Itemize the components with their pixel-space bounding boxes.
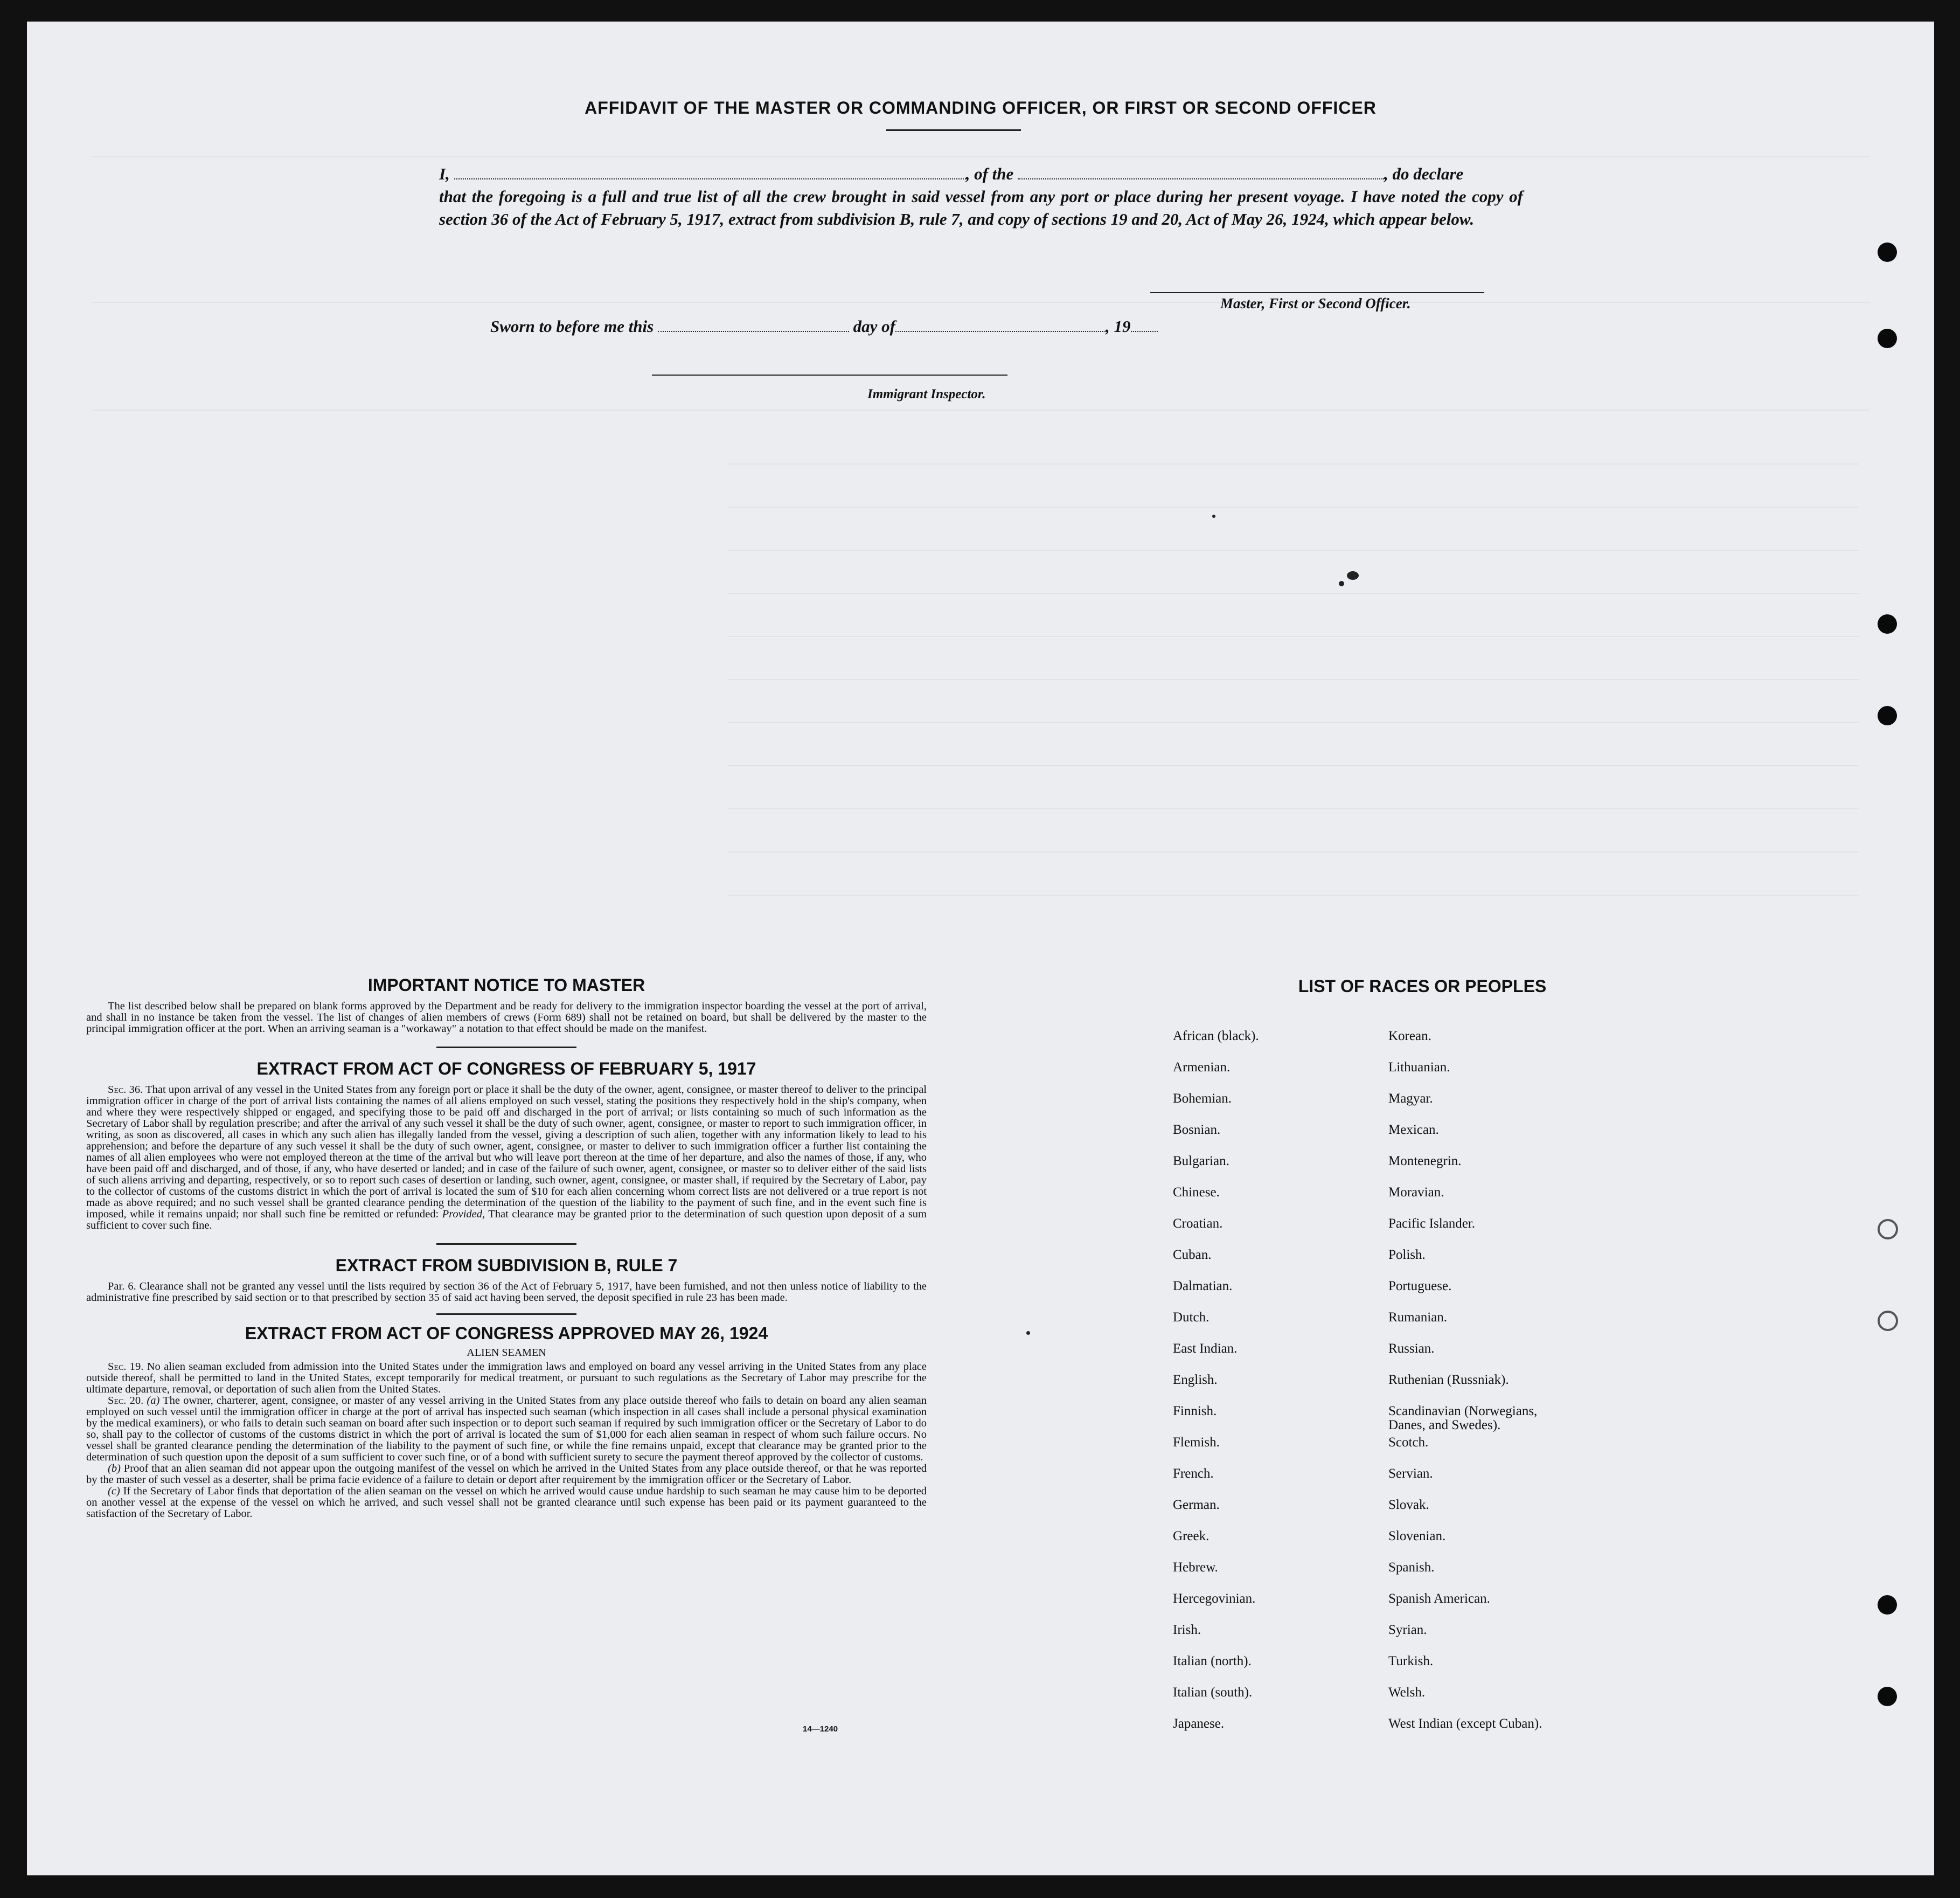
sec20-label: Sec. 20. bbox=[108, 1395, 144, 1407]
race-item: Bosnian. bbox=[1173, 1123, 1221, 1137]
race-item: Chinese. bbox=[1173, 1185, 1220, 1200]
ink-speck bbox=[1212, 515, 1215, 518]
race-item: Ruthenian (Russniak). bbox=[1388, 1373, 1509, 1387]
sec19-text: No alien seaman excluded from admission into the United States under the immigration laws and employed on board any vessel arriving in the United States from any place outside thereof, shall be permitted to land in the United States, except temporarily for medical treatment, or pursuant to such regulations as the Secretary of Labor may prescribe for the ultimate departure, removal, or deportation of such alien from the United States. bbox=[86, 1361, 927, 1395]
race-item: Russian. bbox=[1388, 1341, 1435, 1356]
sec20b-label: (b) bbox=[108, 1463, 121, 1474]
race-item: Magyar. bbox=[1388, 1091, 1433, 1106]
punch-hole bbox=[1878, 706, 1897, 725]
punch-hole bbox=[1878, 1595, 1897, 1615]
sworn-year-field[interactable] bbox=[1131, 317, 1158, 332]
race-item: Rumanian. bbox=[1388, 1310, 1448, 1325]
race-item: Pacific Islander. bbox=[1388, 1216, 1476, 1231]
race-item: Turkish. bbox=[1388, 1654, 1434, 1668]
race-item: German. bbox=[1173, 1498, 1220, 1512]
race-item: English. bbox=[1173, 1373, 1218, 1387]
section-divider bbox=[436, 1243, 576, 1245]
race-item: Greek. bbox=[1173, 1529, 1210, 1543]
form-number: 14—1240 bbox=[803, 1724, 838, 1734]
notice-title: IMPORTANT NOTICE TO MASTER bbox=[367, 975, 645, 995]
races-column-1 bbox=[1173, 1029, 1259, 1748]
sec20a-label: (a) bbox=[147, 1395, 160, 1407]
sec20c-label: (c) bbox=[108, 1485, 120, 1497]
race-item: Scandinavian (Norwegians, Danes, and Swedes). bbox=[1388, 1404, 1538, 1432]
ink-speck bbox=[1026, 1331, 1030, 1335]
punch-hole bbox=[1878, 1311, 1898, 1331]
name-field[interactable] bbox=[454, 164, 966, 179]
punch-hole bbox=[1878, 614, 1897, 634]
race-item: Cuban. bbox=[1173, 1248, 1212, 1262]
alien-seamen-subtitle: ALIEN SEAMEN bbox=[467, 1347, 546, 1359]
provided-label: Provided, bbox=[442, 1208, 485, 1220]
sec36-label: Sec. 36. bbox=[108, 1084, 143, 1096]
sec36-text: That upon arrival of any vessel in the United States from any foreign port or place it shall be the duty of the owner, agent, consignee, or master thereof to deliver to the principal immigration officer in charge of the port of arrival lists containing the names of all aliens employed on such vessel, stating the positions they respectively hold in the ship's company, when and where they were respectively shipped or engaged, and specifying those to be paid off and discharged in the port of arrival; or lists containing so much of such information as the Secretary of Labor shall by regulation prescribe; and after the arrival of any such vessel it shall be the duty of such owner, agent, consignee, or master to report to such immigration officer, in writing, as soon as discovered, all cases in which any such alien has illegally landed from the vessel, giving a description of such alien, together with any information likely to lead to his apprehension; and before the departure of any such vessel it shall be the duty of such owner, agent, consignee, or master to deliver to such immigration officer a further list containing the names of all alien employees who were not employed thereon at the time of the arrival but who will leave port thereon at the time of her departure, and also the names of those, if any, who have been paid off and discharged, and of those, if any, who have deserted or landed; and in case of the failure of such owner, agent, consignee, or master so to deliver either of the said lists of such aliens arriving and departing, respectively, or so to report such cases of desertion or landing, such owner, agent, consignee, or master shall, if required by the Secretary of Labor, pay to the collector of customs of the customs district in which the port of arrival is located the sum of $10 for each alien concerning whom correct lists are not delivered or a true report is not made as above required; and no such vessel shall be granted clearance pending the determination of the question of the liability to the payment of such fine, and in the event such fine is imposed, while it remains unpaid; nor shall such fine be remitted or refunded: bbox=[86, 1084, 927, 1220]
race-item: Lithuanian. bbox=[1388, 1060, 1450, 1075]
race-item: Welsh. bbox=[1388, 1685, 1426, 1700]
punch-hole bbox=[1878, 243, 1897, 262]
sec20a-text: The owner, charterer, agent, consignee, or master of any vessel arriving in the United States from any place outside thereof who fails to detain on board any alien seaman employed on such vessel until the immigration officer in charge at the port of arrival has inspected such seaman (which inspection in all cases shall include a personal physical examination by the medical examiners), or who fails to detain such seaman on board after such inspection or to deport such seaman if required by such immigration officer or the Secretary of Labor to do so, shall pay to the collector of customs of the customs district in which the port of arrival is located the sum of $1,000 for each alien seaman in respect of whom such failure occurs. No vessel shall be granted clearance pending the determination of the liability to the payment of such fine, or while the fine remains unpaid, except that clearance may be granted prior to the determination of such question upon the deposit of a sum sufficient to cover such fine, or of a bond with sufficient surety to secure the payment thereof approved by the collector of customs. bbox=[86, 1395, 927, 1463]
signature-line[interactable] bbox=[1150, 292, 1484, 293]
race-item: Dalmatian. bbox=[1173, 1279, 1233, 1293]
sec20c-text: If the Secretary of Labor finds that deportation of the alien seaman on the vessel on which he arrived would cause undue hardship to such seaman he may cause him to be deported on another vessel at the expense of the vessel on which he arrived, and such vessel shall not be granted clearance until such expense has been paid or its payment guaranteed to the satisfaction of the Secretary of Labor. bbox=[86, 1485, 927, 1520]
sworn-year-label: , 19 bbox=[1106, 317, 1131, 336]
vessel-field[interactable] bbox=[1018, 164, 1384, 179]
section-divider bbox=[436, 1047, 576, 1048]
race-item: Bulgarian. bbox=[1173, 1154, 1229, 1168]
race-item: Spanish American. bbox=[1388, 1591, 1490, 1606]
section-divider bbox=[436, 1313, 576, 1315]
inspector-signature-line[interactable] bbox=[652, 375, 1007, 376]
race-item: Armenian. bbox=[1173, 1060, 1231, 1075]
race-item: French. bbox=[1173, 1466, 1214, 1481]
provided-text: That clearance may be granted prior to the determination of such question upon deposit of a sum sufficient to cover such fine. bbox=[86, 1208, 927, 1231]
race-item: Italian (south). bbox=[1173, 1685, 1253, 1700]
punch-hole bbox=[1878, 1219, 1898, 1239]
race-item: Irish. bbox=[1173, 1623, 1201, 1637]
race-item: Italian (north). bbox=[1173, 1654, 1252, 1668]
affidavit-statement bbox=[439, 163, 1523, 231]
sworn-day-label: day of bbox=[853, 317, 895, 336]
extract-1924-title: EXTRACT FROM ACT OF CONGRESS APPROVED MAY 26, 1924 bbox=[245, 1324, 768, 1343]
sworn-line bbox=[490, 317, 1158, 336]
notice-text bbox=[86, 1001, 927, 1035]
sworn-month-field[interactable] bbox=[895, 317, 1106, 332]
race-item: Korean. bbox=[1388, 1029, 1431, 1043]
affidavit-title: AFFIDAVIT OF THE MASTER OR COMMANDING OFFICER, OR FIRST OR SECOND OFFICER bbox=[585, 98, 1377, 117]
race-item: Spanish. bbox=[1388, 1560, 1435, 1575]
race-item: Hercegovinian. bbox=[1173, 1591, 1256, 1606]
rule7-title: EXTRACT FROM SUBDIVISION B, RULE 7 bbox=[335, 1256, 678, 1275]
race-item: Croatian. bbox=[1173, 1216, 1223, 1231]
extract-1924-text bbox=[86, 1361, 927, 1520]
punch-hole bbox=[1878, 329, 1897, 348]
race-item: Slovenian. bbox=[1388, 1529, 1446, 1543]
sworn-prefix: Sworn to before me this bbox=[490, 317, 654, 336]
signature-label: Master, First or Second Officer. bbox=[1220, 295, 1411, 311]
extract-1917-title: EXTRACT FROM ACT OF CONGRESS OF FEBRUARY 5, 1917 bbox=[256, 1059, 756, 1078]
do-declare-label: , do declare bbox=[1384, 164, 1464, 183]
race-item: Flemish. bbox=[1173, 1435, 1220, 1450]
race-item: Japanese. bbox=[1173, 1716, 1225, 1731]
race-item: Moravian. bbox=[1388, 1185, 1444, 1200]
extract-1917-text bbox=[86, 1084, 927, 1231]
race-item: Slovak. bbox=[1388, 1498, 1429, 1512]
race-item: Hebrew. bbox=[1173, 1560, 1218, 1575]
race-item: African (black). bbox=[1173, 1029, 1259, 1043]
rule7-text bbox=[86, 1281, 927, 1304]
race-item: Dutch. bbox=[1173, 1310, 1210, 1325]
declaration-line bbox=[439, 163, 1523, 185]
legal-extracts-column bbox=[86, 975, 927, 1520]
races-column-2 bbox=[1388, 1029, 1542, 1748]
sec20b-text: Proof that an alien seaman did not appear upon the outgoing manifest of the vessel on which he arrived in the United States from any place outside thereof, or that he was reported by the master of such vessel as a deserter, shall be prima facie evidence of a failure to detain or deport after requirement by the immigration officer or the Secretary of Labor. bbox=[86, 1463, 927, 1486]
punch-hole bbox=[1878, 1687, 1897, 1706]
sworn-day-field[interactable] bbox=[658, 317, 849, 332]
races-title: LIST OF RACES OR PEOPLES bbox=[1298, 976, 1547, 996]
title-underline bbox=[886, 129, 1021, 131]
race-item: Polish. bbox=[1388, 1248, 1426, 1262]
notice-paragraph: The list described below shall be prepared on blank forms approved by the Department and be ready for delivery to the immigration inspector boarding the vessel at the port of arrival, and shall in no instance be taken from the vessel. The list of changes of alien members of crews (Form 689) shall not be retained on board, but shall be delivered by the master to the principal immigration officer at the port. When an arriving seaman is a "workaway" a notation to that effect should be made on the manifest. bbox=[86, 1000, 927, 1035]
ink-speck bbox=[1339, 581, 1344, 586]
i-label: I, bbox=[439, 164, 450, 183]
race-item: Bohemian. bbox=[1173, 1091, 1232, 1106]
race-item: Montenegrin. bbox=[1388, 1154, 1462, 1168]
inspector-label: Immigrant Inspector. bbox=[867, 387, 986, 401]
document-page bbox=[27, 22, 1934, 1875]
rule7-paragraph: Par. 6. Clearance shall not be granted any vessel until the lists required by section 36 of the Act of February 5, 1917, have been furnished, and not then unless notice of liability to the administrative fine prescribed by said section or to that prescribed by section 35 of said act having been served, the deposit specified in rule 23 has been made. bbox=[86, 1280, 927, 1304]
sec19-label: Sec. 19. bbox=[108, 1361, 144, 1373]
race-item: Servian. bbox=[1388, 1466, 1433, 1481]
race-item: Mexican. bbox=[1388, 1123, 1439, 1137]
race-item: East Indian. bbox=[1173, 1341, 1238, 1356]
race-item: West Indian (except Cuban). bbox=[1388, 1716, 1542, 1731]
race-item: Finnish. bbox=[1173, 1404, 1217, 1418]
race-item: Portuguese. bbox=[1388, 1279, 1452, 1293]
race-item: Syrian. bbox=[1388, 1623, 1427, 1637]
ink-speck bbox=[1347, 571, 1359, 580]
race-item: Scotch. bbox=[1388, 1435, 1429, 1450]
of-the-label: , of the bbox=[965, 164, 1014, 183]
affidavit-body-text: that the foregoing is a full and true list of all the crew brought in said vessel from any port or place during her present voyage. I have noted the copy of section 36 of the Act of February 5, 1917, extract from subdivision B, rule 7, and copy of sections 19 and 20, Act of May 26, 1924, which appear below. bbox=[439, 187, 1523, 228]
